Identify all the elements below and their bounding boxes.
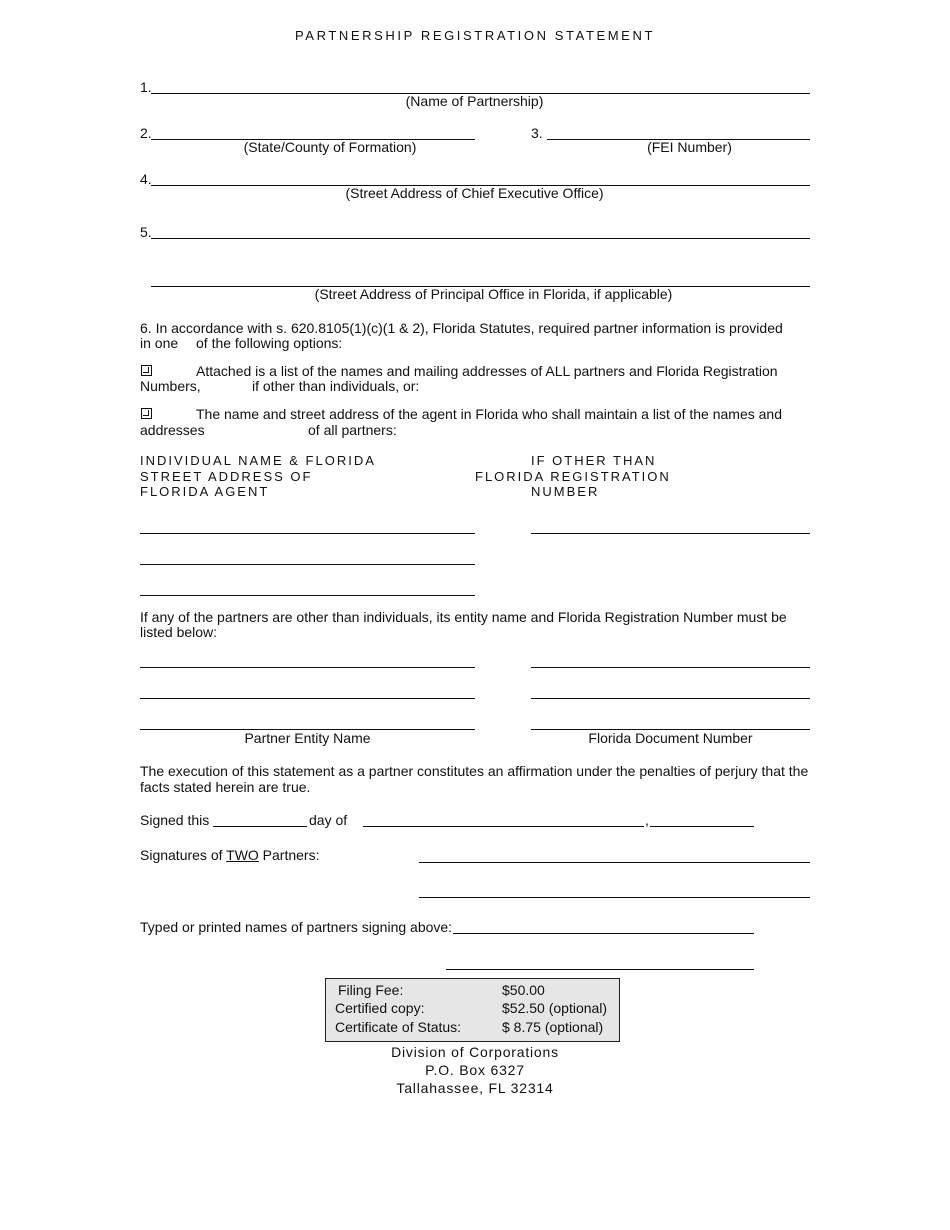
principal-office-address-field-1[interactable] <box>151 238 810 239</box>
certified-copy-value: $52.50 (optional) <box>502 1000 608 1016</box>
signatures-prefix: Signatures of <box>140 847 227 863</box>
partnership-name-caption: (Name of Partnership) <box>405 93 544 109</box>
section-6-line-2a: in one <box>140 335 179 351</box>
entity-note-line-1: If any of the partners are other than individuals, its entity name and Florida Registration Number must be <box>140 609 787 625</box>
partner-signature-field-2[interactable] <box>419 897 810 898</box>
field-4-number: 4. <box>140 171 152 187</box>
signed-day-field[interactable] <box>213 826 307 827</box>
signed-this-label: Signed this <box>140 812 210 828</box>
document-number-field-2[interactable] <box>531 698 810 699</box>
affirmation-line-1: The execution of this statement as a partner constitutes an affirmation under the penalties of perjury that the <box>140 763 809 779</box>
signed-month-field[interactable] <box>363 826 644 827</box>
option-2-line-1: The name and street address of the agent in Florida who shall maintain a list of the names and <box>196 406 783 422</box>
option-1-line-2a: Numbers, <box>140 378 201 394</box>
typed-names-label: Typed or printed names of partners signing above: <box>140 919 453 935</box>
option-2-line-2a: addresses <box>140 422 205 438</box>
signed-comma: , <box>645 812 649 828</box>
certified-copy-label: Certified copy: <box>335 1000 425 1016</box>
fees-box <box>325 978 620 1042</box>
section-6-line-1: 6. In accordance with s. 620.8105(1)(c)(1 & 2), Florida Statutes, required partner information is provided <box>140 320 783 336</box>
field-2-number: 2. <box>140 125 152 141</box>
section-6-line-2b: of the following options: <box>196 335 343 351</box>
filing-fee-value: $50.00 <box>502 982 545 998</box>
typed-name-field-1[interactable] <box>453 933 754 934</box>
affirmation-line-2: facts stated herein are true. <box>140 779 311 795</box>
day-of-label: day of <box>309 812 348 828</box>
page-title: PARTNERSHIP REGISTRATION STATEMENT <box>295 28 655 43</box>
principal-office-address-caption: (Street Address of Principal Office in Florida, if applicable) <box>314 286 673 302</box>
typed-name-field-2[interactable] <box>446 969 754 970</box>
option-1-line-2b: if other than individuals, or: <box>252 378 420 394</box>
entity-name-field-2[interactable] <box>140 698 475 699</box>
field-5-number: 5. <box>140 224 152 240</box>
filing-fee-label: Filing Fee: <box>338 982 404 998</box>
signed-year-field[interactable] <box>650 826 754 827</box>
option-2-line-2b: of all partners: <box>308 422 397 438</box>
field-1-number: 1. <box>140 79 152 95</box>
certificate-status-label: Certificate of Status: <box>335 1019 462 1035</box>
fei-number-caption: (FEI Number) <box>647 139 732 155</box>
entity-name-field-1[interactable] <box>140 667 475 668</box>
entity-note-line-2: listed below: <box>140 624 218 640</box>
signatures-two: TWO <box>226 847 259 863</box>
partner-signature-field-1[interactable] <box>419 862 810 863</box>
po-box: P.O. Box 6327 <box>425 1062 525 1078</box>
agent-header-right-1: IF OTHER THAN <box>531 453 657 468</box>
document-number-field-1[interactable] <box>531 667 810 668</box>
agent-name-field-1[interactable] <box>140 533 475 534</box>
agent-registration-field[interactable] <box>531 533 810 534</box>
agent-header-left-1: INDIVIDUAL NAME & FLORIDA <box>140 453 376 468</box>
state-county-formation-caption: (State/County of Formation) <box>243 139 417 155</box>
division-name: Division of Corporations <box>391 1044 559 1060</box>
signatures-suffix: Partners: <box>258 847 320 863</box>
agent-header-left-3: FLORIDA AGENT <box>140 484 270 499</box>
agent-address-field-3[interactable] <box>140 595 475 596</box>
agent-header-left-2: STREET ADDRESS OF <box>140 469 313 484</box>
signatures-label <box>140 847 320 863</box>
agent-address-field-2[interactable] <box>140 564 475 565</box>
certificate-status-value: $ 8.75 (optional) <box>502 1019 604 1035</box>
option-agent-checkbox[interactable] <box>141 408 152 419</box>
option-1-line-1: Attached is a list of the names and mailing addresses of ALL partners and Florida Registration <box>196 363 778 379</box>
document-number-caption: Florida Document Number <box>588 730 753 746</box>
option-attached-list-checkbox[interactable] <box>141 365 152 376</box>
entity-name-caption: Partner Entity Name <box>244 730 371 746</box>
field-3-number: 3. <box>531 125 543 141</box>
city-state-zip: Tallahassee, FL 32314 <box>396 1080 554 1096</box>
agent-header-right-2: FLORIDA REGISTRATION <box>475 469 671 484</box>
agent-header-right-3: NUMBER <box>531 484 600 499</box>
chief-office-address-caption: (Street Address of Chief Executive Office) <box>345 185 604 201</box>
